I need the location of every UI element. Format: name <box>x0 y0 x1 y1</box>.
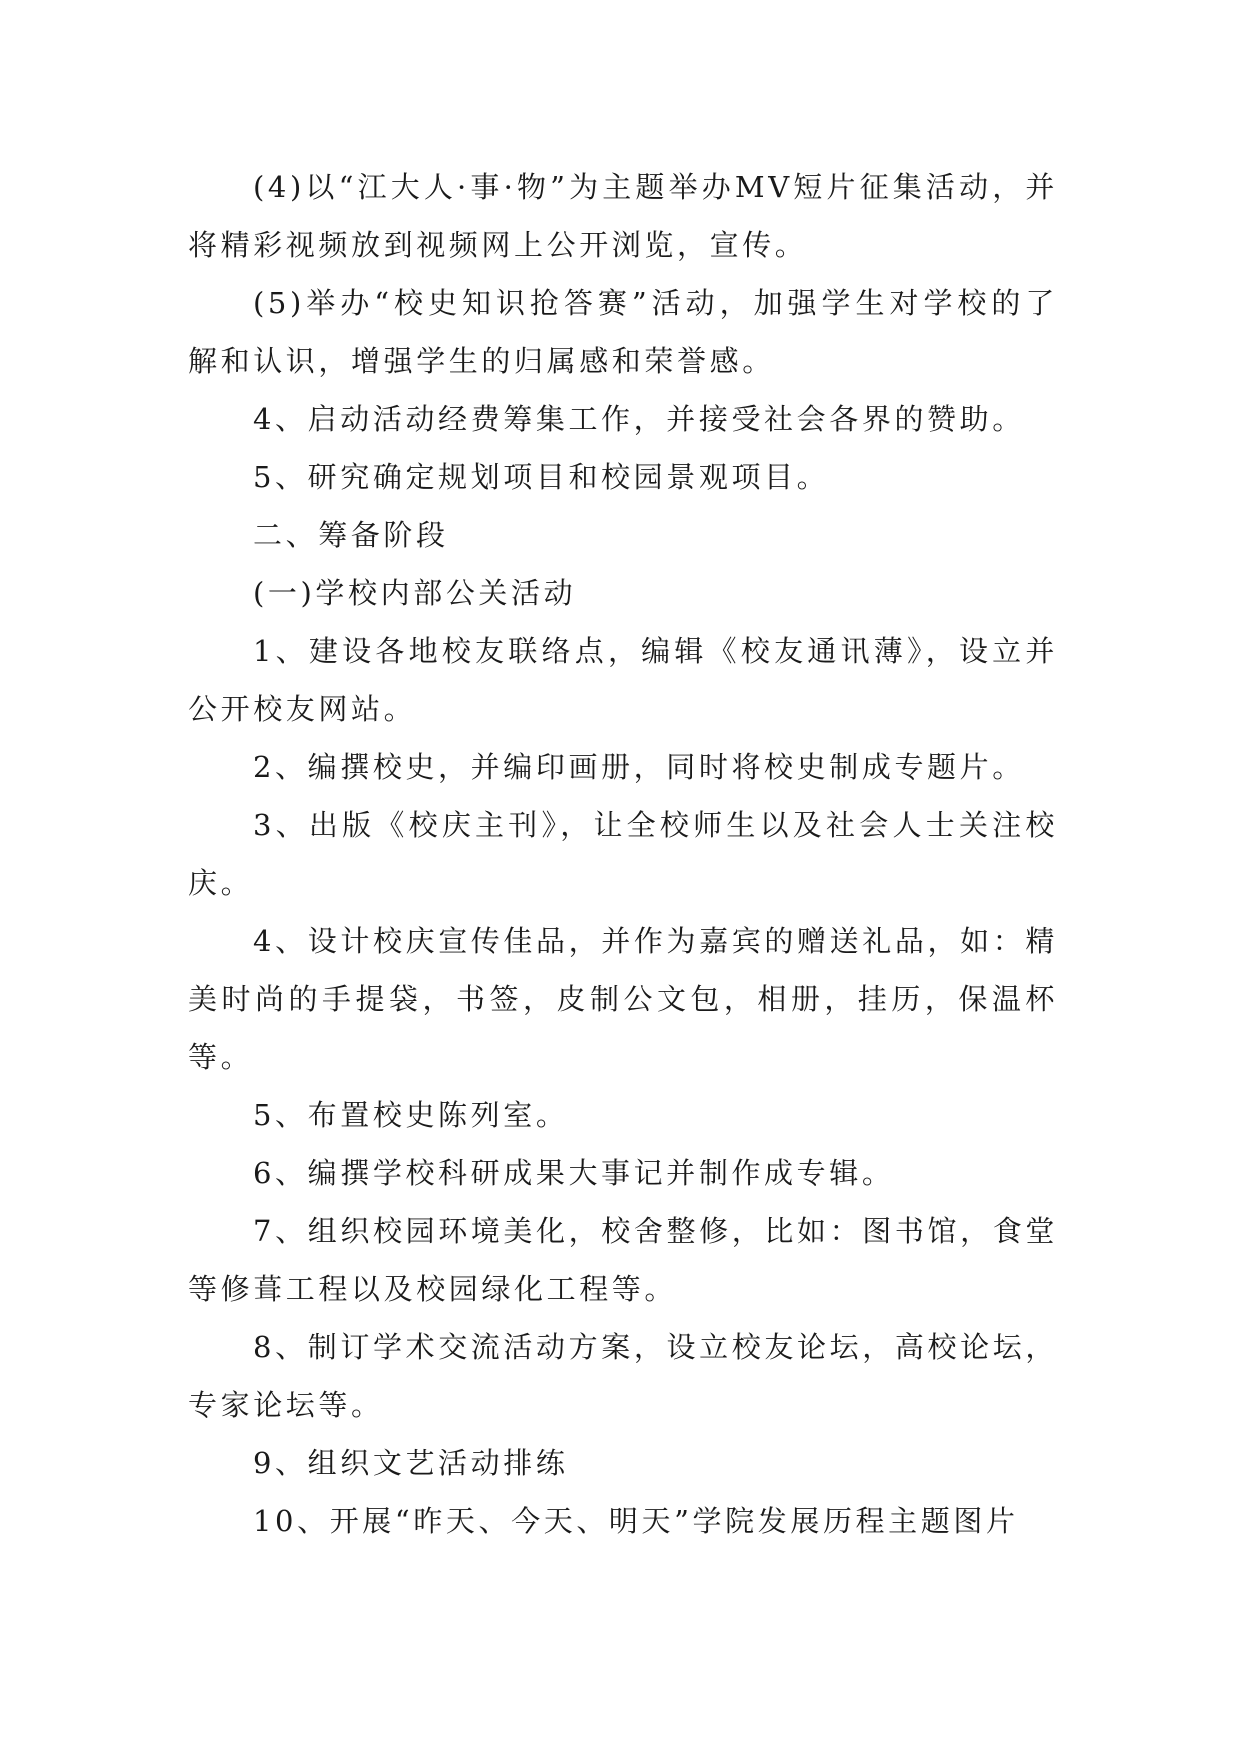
paragraph: 6、编撰学校科研成果大事记并制作成专辑。 <box>253 1156 895 1190</box>
section-heading: 二、筹备阶段 <box>253 518 449 552</box>
paragraph: 7、组织校园环境美化，校舍整修，比如：图书馆，食堂等修葺工程以及校园绿化工程等。 <box>188 1214 1058 1306</box>
paragraph: 4、设计校庆宣传佳品，并作为嘉宾的赠送礼品，如：精美时尚的手提袋，书签，皮制公文包，相册，挂历，保温杯等。 <box>188 924 1058 1074</box>
paragraph: (4)以“江大人·事·物”为主题举办MV短片征集活动，并将精彩视频放到视频网上公开浏览，宣传。 <box>188 170 1058 262</box>
paragraph: (5)举办“校史知识抢答赛”活动，加强学生对学校的了解和认识，增强学生的归属感和荣誉感。 <box>188 286 1058 378</box>
subsection-heading: (一)学校内部公关活动 <box>253 576 577 610</box>
paragraph: 9、组织文艺活动排练 <box>253 1446 569 1480</box>
paragraph: 2、编撰校史，并编印画册，同时将校史制成专题片。 <box>253 750 1025 784</box>
paragraph: 1、建设各地校友联络点，编辑《校友通讯薄》，设立并公开校友网站。 <box>188 634 1058 726</box>
paragraph: 5、布置校史陈列室。 <box>253 1098 569 1132</box>
paragraph: 5、研究确定规划项目和校园景观项目。 <box>253 460 830 494</box>
paragraph: 3、出版《校庆主刊》，让全校师生以及社会人士关注校庆。 <box>188 808 1058 900</box>
paragraph: 10、开展“昨天、今天、明天”学院发展历程主题图片 <box>253 1504 1019 1538</box>
paragraph: 8、制订学术交流活动方案，设立校友论坛，高校论坛，专家论坛等。 <box>188 1330 1058 1422</box>
document-body <box>188 158 1058 1550</box>
paragraph: 4、启动活动经费筹集工作，并接受社会各界的赞助。 <box>253 402 1025 436</box>
